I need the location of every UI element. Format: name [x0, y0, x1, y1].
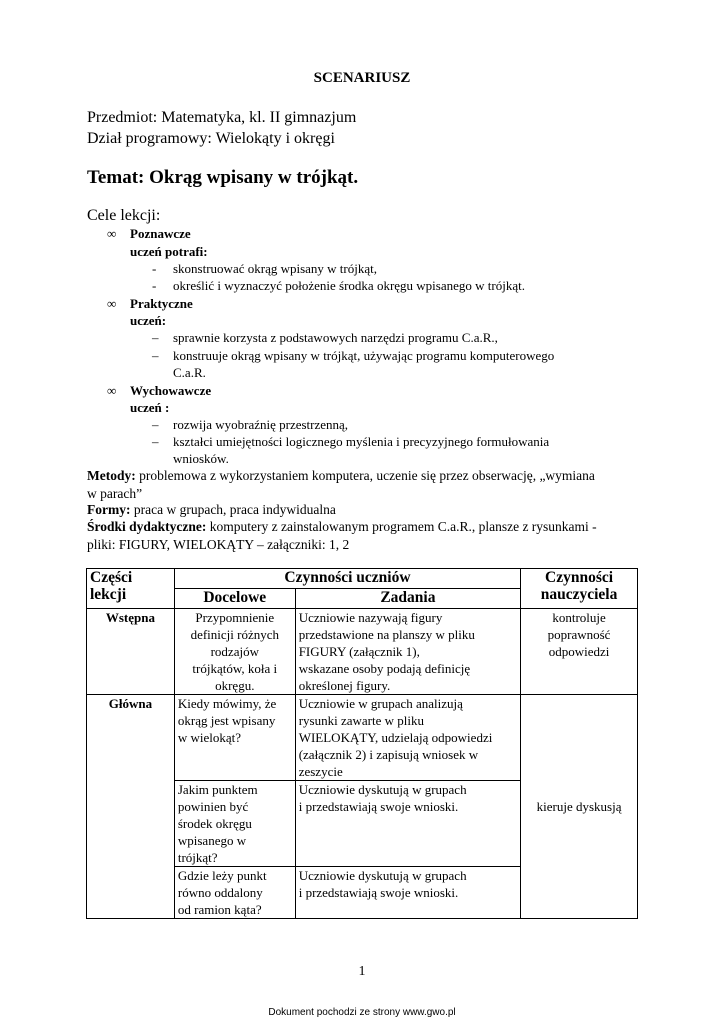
table-row: [87, 695, 638, 781]
teacher-cell: kontroluje poprawność odpowiedzi: [521, 609, 638, 695]
goal-category-educational: Wychowawcze: [130, 383, 212, 398]
dash-bullet-icon: –: [152, 330, 159, 345]
means-text: komputery z zainstalowanym programem C.a.R., plansze z rysunkami -: [206, 519, 597, 534]
dash-bullet-icon: -: [152, 278, 157, 293]
dash-bullet-icon: –: [152, 348, 159, 363]
methods-line-continued: w parach”: [87, 486, 143, 501]
goal-subheading: uczeń:: [130, 313, 167, 328]
teacher-cell: kieruje dyskusją: [521, 695, 638, 919]
goal-item: skonstruować okrąg wpisany w trójkąt,: [173, 261, 377, 276]
source-footer: Dokument pochodzi ze strony www.gwo.pl: [268, 1007, 456, 1018]
goal-item: wniosków.: [173, 451, 229, 466]
header-student-activities: Czynności uczniów: [174, 569, 520, 589]
goal-item: kształci umiejętności logicznego myślenia i precyzyjnego formułowania: [173, 434, 550, 449]
goal-item: konstruuje okrąg wpisany w trójkąt, używając programu komputerowego: [173, 348, 555, 363]
forms-label: Formy:: [87, 502, 131, 517]
infinity-bullet-icon: ∞: [107, 296, 117, 311]
forms-line: [87, 502, 336, 518]
methods-text: problemowa z wykorzystaniem komputera, uczenie się przez obserwację, „wymiana: [135, 468, 595, 483]
goal-category-practical: Praktyczne: [130, 296, 193, 311]
dash-bullet-icon: –: [152, 417, 159, 432]
forms-text: praca w grupach, praca indywidualna: [130, 502, 336, 517]
means-line-continued: pliki: FIGURY, WIELOKĄTY – załączniki: 1, 2: [87, 537, 350, 552]
methods-line: [87, 468, 595, 484]
methods-label: Metody:: [87, 468, 136, 483]
header-teacher-activities: Czynności nauczyciela: [521, 569, 638, 609]
task-cell: Uczniowie nazywają figury przedstawione na planszy w pliku FIGURY (załącznik 1), wskazane osoby podają definicję określonej figury.: [295, 609, 520, 695]
table-header-row: [87, 569, 638, 589]
table-row: [87, 609, 638, 695]
goal-item: sprawnie korzysta z podstawowych narzędzi programu C.a.R.,: [173, 330, 498, 345]
goal-cell: Gdzie leży punkt równo oddalony od ramion kąta?: [174, 867, 295, 919]
goal-item: rozwija wyobraźnię przestrzenną,: [173, 417, 349, 432]
header-lesson-parts: Części lekcji: [87, 569, 175, 609]
subject-line: Przedmiot: Matematyka, kl. II gimnazjum: [87, 109, 357, 126]
goal-subheading: uczeń :: [130, 400, 170, 415]
means-label: Środki dydaktyczne:: [87, 519, 207, 534]
goal-cell: Kiedy mówimy, że okrąg jest wpisany w wielokąt?: [174, 695, 295, 781]
lesson-table: [86, 568, 638, 919]
header-goals: Docelowe: [174, 589, 295, 609]
goal-subheading: uczeń potrafi:: [130, 244, 208, 259]
goal-cell: Przypomnienie definicji różnych rodzajów trójkątów, koła i okręgu.: [174, 609, 295, 695]
part-cell: Główna: [87, 695, 175, 919]
means-line: [87, 519, 597, 535]
goals-heading: Cele lekcji:: [87, 207, 161, 224]
task-cell: Uczniowie dyskutują w grupach i przedstawiają swoje wnioski.: [295, 867, 520, 919]
section-line: Dział programowy: Wielokąty i okręgi: [87, 130, 335, 147]
infinity-bullet-icon: ∞: [107, 383, 117, 398]
lesson-topic: Temat: Okrąg wpisany w trójkąt.: [87, 167, 359, 188]
document-title: SCENARIUSZ: [313, 70, 411, 86]
dash-bullet-icon: –: [152, 434, 159, 449]
goal-cell: Jakim punktem powinien być środek okręgu wpisanego w trójkąt?: [174, 781, 295, 867]
goal-item: C.a.R.: [173, 365, 206, 380]
task-cell: Uczniowie dyskutują w grupach i przedstawiają swoje wnioski.: [295, 781, 520, 867]
dash-bullet-icon: -: [152, 261, 157, 276]
part-cell: Wstępna: [87, 609, 175, 695]
goal-item: określić i wyznaczyć położenie środka okręgu wpisanego w trójkąt.: [173, 278, 525, 293]
goal-category-cognitive: Poznawcze: [130, 226, 191, 241]
header-tasks: Zadania: [295, 589, 520, 609]
task-cell: Uczniowie w grupach analizują rysunki zawarte w pliku WIELOKĄTY, udzielają odpowiedzi (załącznik 2) i zapisują wniosek w zeszycie: [295, 695, 520, 781]
page-number: 1: [358, 964, 366, 979]
infinity-bullet-icon: ∞: [107, 226, 117, 241]
